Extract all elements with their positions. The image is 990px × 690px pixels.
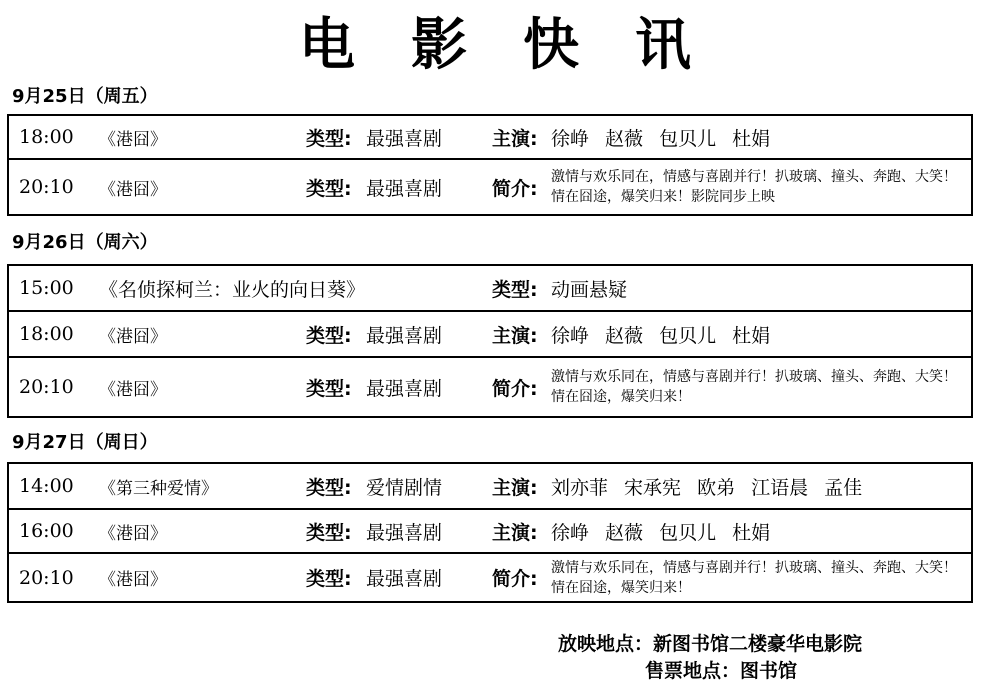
day-heading: 9月27日（周日） <box>12 432 158 453</box>
type-label: 类型: <box>306 476 352 499</box>
day-heading: 9月25日（周五） <box>12 86 158 107</box>
cast-list: 徐峥 赵薇 包贝儿 杜娟 <box>551 521 771 544</box>
cast-label: 主演: <box>492 324 538 347</box>
intro-label: 简介: <box>492 568 538 590</box>
genre: 最强喜剧 <box>366 521 443 544</box>
intro-label: 简介: <box>492 177 538 200</box>
table-row <box>9 464 971 508</box>
showtime: 20:10 <box>19 376 74 398</box>
genre: 爱情剧情 <box>366 476 443 499</box>
intro-label: 简介: <box>492 377 538 400</box>
cast-label: 主演: <box>492 127 538 150</box>
schedule-table <box>7 264 973 418</box>
cast-list: 徐峥 赵薇 包贝儿 杜娟 <box>551 324 771 347</box>
showtime: 14:00 <box>19 475 74 497</box>
genre: 最强喜剧 <box>366 324 443 347</box>
type-label: 类型: <box>306 324 352 347</box>
table-row <box>9 266 971 310</box>
type-label: 类型: <box>306 377 352 400</box>
table-row <box>9 552 971 601</box>
showtime: 18:00 <box>19 323 74 345</box>
type-label: 类型: <box>306 177 352 200</box>
type-label: 类型: <box>306 521 352 544</box>
genre: 动画悬疑 <box>551 278 628 301</box>
film-title: 《第三种爱情》 <box>99 478 218 499</box>
table-row <box>9 508 971 552</box>
showtime: 15:00 <box>19 277 74 299</box>
genre: 最强喜剧 <box>366 177 443 200</box>
film-title: 《名侦探柯兰：业火的向日葵》 <box>99 278 366 301</box>
showtime: 20:10 <box>19 566 74 589</box>
screening-location: 放映地点：新图书馆二楼豪华电影院 <box>558 633 863 655</box>
film-title: 《港囧》 <box>99 129 167 150</box>
genre: 最强喜剧 <box>366 377 443 400</box>
film-synopsis: 激情与欢乐同在，情感与喜剧并行！扒玻璃、撞头、奔跑、大笑！情在囧途，爆笑归来！影院同步上映 <box>551 169 957 205</box>
type-label: 类型: <box>306 568 352 590</box>
table-row <box>9 356 971 416</box>
genre: 最强喜剧 <box>366 127 443 150</box>
film-title: 《港囧》 <box>99 523 167 544</box>
showtime: 16:00 <box>19 520 74 542</box>
film-title: 《港囧》 <box>99 379 167 400</box>
film-title: 《港囧》 <box>99 570 167 590</box>
film-title: 《港囧》 <box>99 326 167 347</box>
film-synopsis: 激情与欢乐同在，情感与喜剧并行！扒玻璃、撞头、奔跑、大笑！情在囧途，爆笑归来！ <box>551 559 957 596</box>
ticket-location: 售票地点：图书馆 <box>645 660 798 682</box>
type-label: 类型: <box>306 127 352 150</box>
type-label: 类型: <box>492 278 538 301</box>
genre: 最强喜剧 <box>366 568 443 590</box>
showtime: 20:10 <box>19 176 74 198</box>
film-title: 《港囧》 <box>99 179 167 200</box>
day-heading: 9月26日（周六） <box>12 232 158 253</box>
page-title: 电影快讯 <box>299 13 747 78</box>
schedule-table <box>7 114 973 216</box>
cast-label: 主演: <box>492 521 538 544</box>
film-synopsis: 激情与欢乐同在，情感与喜剧并行！扒玻璃、撞头、奔跑、大笑！情在囧途，爆笑归来！ <box>551 369 957 405</box>
table-row <box>9 158 971 214</box>
cast-list: 刘亦菲 宋承宪 欧弟 江语晨 孟佳 <box>551 476 863 499</box>
cast-list: 徐峥 赵薇 包贝儿 杜娟 <box>551 127 771 150</box>
cast-label: 主演: <box>492 476 538 499</box>
table-row <box>9 116 971 158</box>
showtime: 18:00 <box>19 126 74 148</box>
schedule-table <box>7 462 973 603</box>
table-row <box>9 310 971 356</box>
